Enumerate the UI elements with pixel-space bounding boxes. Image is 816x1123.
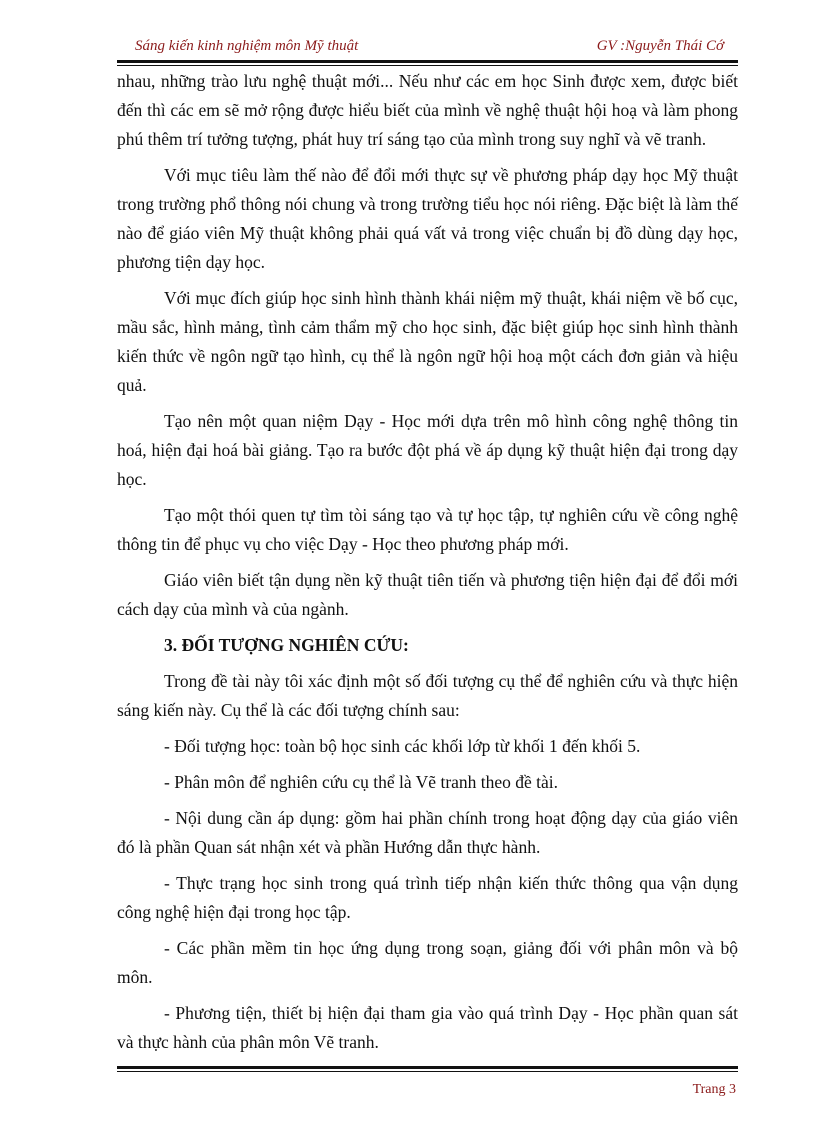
list-item: - Phân môn để nghiên cứu cụ thể là Vẽ tranh theo đề tài. — [164, 772, 559, 792]
paragraph: Với mục tiêu làm thế nào để đổi mới thực sự về phương pháp dạy học Mỹ thuật trong trường phổ thông nói chung và trong trường tiểu học nói riêng. Đặc biệt là làm thế nào để giáo viên Mỹ thuật không phải quá vất vả trong việc chuẩn bị đồ dùng dạy học, phương tiện dạy học. — [117, 165, 738, 272]
footer-divider — [117, 1066, 738, 1069]
list-item: - Nội dung cần áp dụng: gồm hai phần chính trong hoạt động dạy của giáo viên đó là phần Quan sát nhận xét và phần Hướng dẫn thực hành. — [117, 808, 738, 857]
paragraph: Trong đề tài này tôi xác định một số đối tượng cụ thể để nghiên cứu và thực hiện sáng kiến này. Cụ thể là các đối tượng chính sau: — [117, 671, 738, 720]
page-header — [117, 36, 738, 58]
paragraph: nhau, những trào lưu nghệ thuật mới... Nếu như các em học Sinh được xem, được biết đến thì các em sẽ mở rộng được hiểu biết của mình về nghệ thuật hội hoạ và làm phong phú thêm trí tưởng tượng, phát huy trí sáng tạo của mình trong suy nghĩ và vẽ tranh. — [117, 71, 738, 149]
list-item: - Phương tiện, thiết bị hiện đại tham gia vào quá trình Dạy - Học phần quan sát và thực hành của phân môn Vẽ tranh. — [117, 1003, 738, 1052]
header-title: Sáng kiến kinh nghiệm môn Mỹ thuật — [135, 38, 359, 54]
header-divider-thin — [117, 65, 738, 66]
paragraph: Tạo nên một quan niệm Dạy - Học mới dựa trên mô hình công nghệ thông tin hoá, hiện đại hoá bài giảng. Tạo ra bước đột phá về áp dụng kỹ thuật hiện đại trong dạy học. — [117, 411, 738, 489]
list-item: - Đối tượng học: toàn bộ học sinh các khối lớp từ khối 1 đến khối 5. — [164, 736, 641, 756]
page-number: Trang 3 — [692, 1082, 736, 1097]
list-item: - Thực trạng học sinh trong quá trình tiếp nhận kiến thức thông qua vận dụng công nghệ hiện đại trong học tập. — [117, 873, 738, 922]
section-heading: 3. ĐỐI TƯỢNG NGHIÊN CỨU: — [164, 635, 409, 655]
footer-divider-thin — [117, 1071, 738, 1072]
list-item: - Các phần mềm tin học ứng dụng trong soạn, giảng đối với phân môn và bộ môn. — [117, 938, 738, 987]
paragraph: Với mục đích giúp học sinh hình thành khái niệm mỹ thuật, khái niệm về bố cục, mầu sắc, hình mảng, tình cảm thẩm mỹ cho học sinh, đặc biệt giúp học sinh hình thành kiến thức về ngôn ngữ tạo hình, cụ thể là ngôn ngữ hội hoạ một cách đơn giản và hiệu quả. — [117, 288, 738, 395]
header-author: GV :Nguyễn Thái Cớ — [596, 38, 724, 54]
document-body — [117, 67, 738, 1064]
header-divider — [117, 60, 738, 63]
paragraph: Giáo viên biết tận dụng nền kỹ thuật tiên tiến và phương tiện hiện đại để đổi mới cách dạy của mình và của ngành. — [117, 570, 738, 619]
paragraph: Tạo một thói quen tự tìm tòi sáng tạo và tự học tập, tự nghiên cứu về công nghệ thông tin để phục vụ cho việc Dạy - Học theo phương pháp mới. — [117, 505, 738, 554]
